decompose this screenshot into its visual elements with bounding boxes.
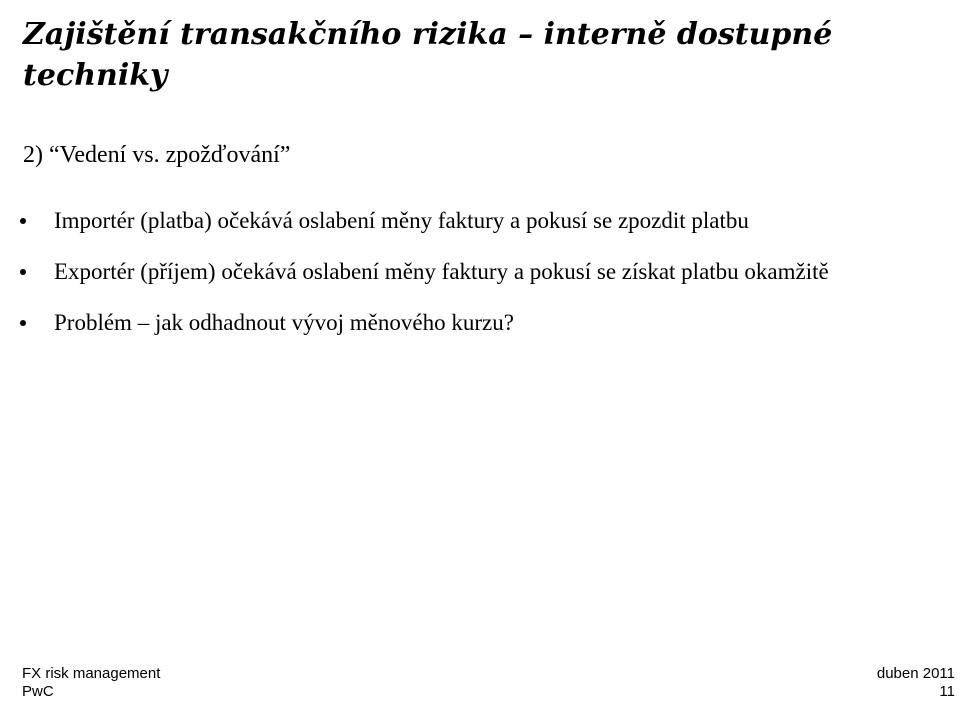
bullet-text: Importér (platba) očekává oslabení měny faktury a pokusí se zpozdit platbu bbox=[54, 208, 749, 233]
bullet-point-icon bbox=[20, 320, 26, 326]
footer-date: duben 2011 bbox=[876, 665, 955, 682]
bullet-point-icon bbox=[20, 269, 26, 275]
slide-subheading: 2) “Vedení vs. zpožďování” bbox=[23, 142, 291, 168]
footer-presentation-title: FX risk management bbox=[22, 665, 161, 682]
bullet-item-problem bbox=[20, 309, 950, 337]
footer-company-name: PwC bbox=[22, 683, 54, 700]
bullet-text: Exportér (příjem) očekává oslabení měny faktury a pokusí se získat platbu okamžitě bbox=[54, 259, 829, 284]
bullet-list bbox=[20, 207, 950, 337]
slide-title: Zajištění transakčního rizika – interně dostupné techniky bbox=[23, 17, 833, 93]
bullet-text: Problém – jak odhadnout vývoj měnového kurzu? bbox=[54, 310, 514, 335]
bullet-point-icon bbox=[20, 218, 26, 224]
bullet-item-exporter bbox=[20, 258, 950, 286]
bullet-item-importer bbox=[20, 207, 950, 235]
footer-page-number: 11 bbox=[939, 683, 955, 700]
